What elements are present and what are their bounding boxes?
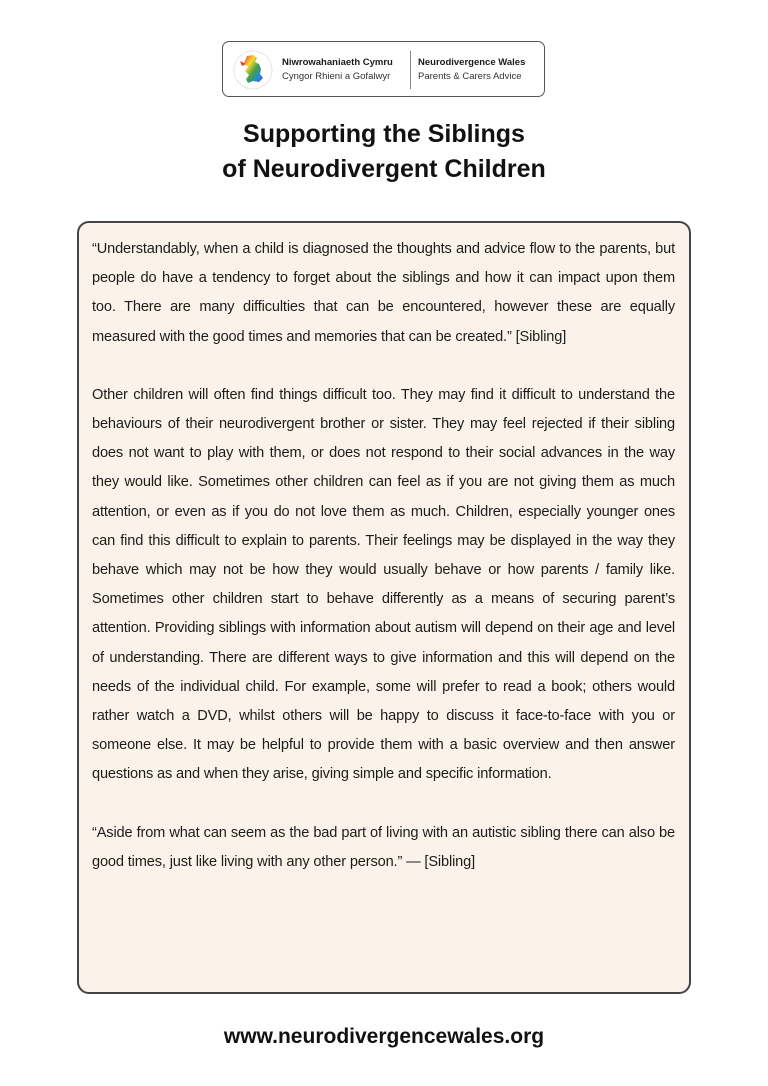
advice-paragraph: Other children will often find things difficult too. They may find it difficult to understand the behaviours of their neurodivergent brother or sister. They may feel rejected if their sibling does not want to play with them, or does not respond to their social advances in the way they would like. Sometimes other children can feel as if you are not giving them as much attention, or even as if you do not love them as much. Children, especially younger ones can find this difficult to explain to parents. Their feelings may be displayed in the way they behave which may not be how they would usually behave or how parents / family like. Sometimes other children start to behave differently as a means of securing parent’s attention. Providing siblings with information about autism will depend on their age and level of understanding. There are different ways to give information and this will depend on the needs of the individual child. For example, some will prefer to read a book; others would rather watch a DVD, whilst others will be happy to discuss it face-to-face with you or someone else. It may be helpful to provide them with a basic overview and then answer questions as and when they arise, giving simple and specific information. bbox=[92, 386, 675, 783]
english-org-title: Neurodivergence Wales bbox=[418, 57, 526, 68]
website-url: www.neurodivergencewales.org bbox=[223, 1025, 545, 1048]
page-title bbox=[0, 117, 768, 187]
title-line-1: Supporting the Siblings bbox=[243, 120, 525, 148]
english-organisation-name bbox=[418, 56, 525, 84]
sibling-quote-paragraph: “Understandably, when a child is diagnosed the thoughts and advice flow to the parents, but people do have a tendency to forget about the siblings and how it can impact upon them too. There are many difficulties that can be encountered, however these are equally measured with the good times and memories that can be created.” [Sibling] bbox=[92, 241, 675, 345]
welsh-org-title: Niwrowahaniaeth Cymru bbox=[282, 57, 393, 68]
english-org-subtitle: Parents & Carers Advice bbox=[418, 71, 522, 82]
welsh-organisation-name bbox=[282, 56, 393, 84]
content-panel bbox=[77, 221, 691, 994]
welsh-org-subtitle: Cyngor Rhieni a Gofalwyr bbox=[282, 71, 391, 82]
organisation-header bbox=[222, 41, 545, 97]
closing-quote-paragraph: “Aside from what can seem as the bad part of living with an autistic sibling there can also be good times, just like living with any other person.” — [Sibling] bbox=[92, 824, 675, 870]
wales-map-rainbow-logo-icon bbox=[231, 47, 275, 93]
header-divider bbox=[410, 51, 411, 89]
title-line-2: of Neurodivergent Children bbox=[222, 155, 546, 183]
